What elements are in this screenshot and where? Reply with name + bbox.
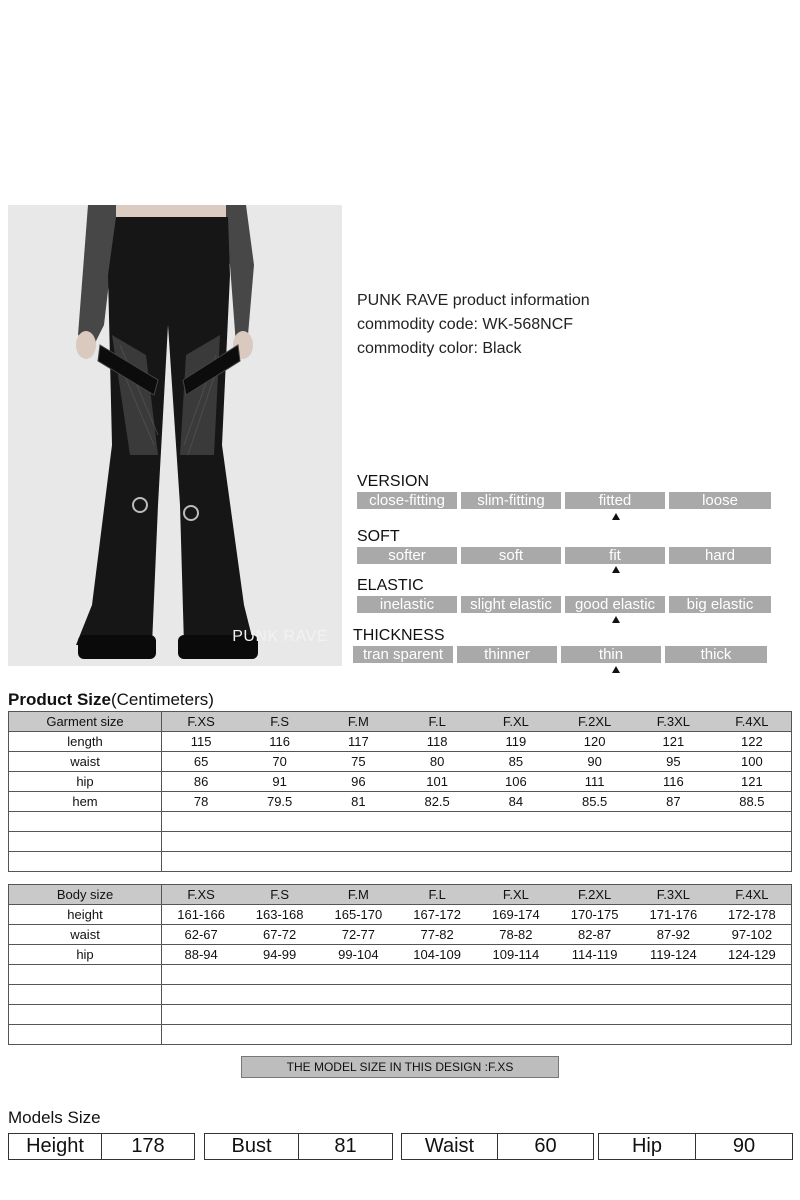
table-row	[9, 905, 792, 925]
table-cell: 72-77	[319, 925, 398, 945]
table-cell: 82-87	[555, 925, 634, 945]
table-cell: 124-129	[713, 945, 792, 965]
model-measure-label: Hip	[631, 1135, 662, 1157]
table-cell: 114-119	[555, 945, 634, 965]
table-row	[9, 752, 792, 772]
flared-pants-illustration	[8, 205, 342, 666]
table-cell: 77-82	[398, 925, 477, 945]
header-cell: F.XS	[162, 712, 241, 732]
table-cell: 109-114	[477, 945, 556, 965]
header-cell: F.S	[240, 712, 319, 732]
empty-cell	[9, 812, 162, 832]
empty-cell	[9, 965, 162, 985]
table-cell: 116	[634, 772, 713, 792]
model-measure-value: 60	[497, 1134, 593, 1159]
header-cell: F.XS	[162, 885, 241, 905]
version-option: loose	[669, 492, 771, 509]
table-cell: 161-166	[162, 905, 241, 925]
table-cell: 121	[713, 772, 792, 792]
thickness-option: thick	[665, 646, 767, 663]
empty-cell	[162, 985, 792, 1005]
header-cell: F.3XL	[634, 885, 713, 905]
table-cell: 104-109	[398, 945, 477, 965]
header-cell: F.XL	[477, 712, 556, 732]
product-size-title: Product Size	[8, 690, 111, 709]
table-cell: 163-168	[240, 905, 319, 925]
table-cell: 88.5	[713, 792, 792, 812]
model-hip-box	[598, 1133, 793, 1160]
table-row	[9, 732, 792, 752]
model-measure-label: Height	[26, 1135, 84, 1157]
elastic-selected-marker	[612, 616, 620, 623]
row-label: waist	[9, 925, 162, 945]
table-cell: 100	[713, 752, 792, 772]
header-cell: F.3XL	[634, 712, 713, 732]
empty-cell	[9, 1005, 162, 1025]
table-header-row	[9, 885, 792, 905]
elastic-option: inelastic	[357, 596, 457, 613]
empty-row	[9, 812, 792, 832]
row-label: length	[9, 732, 162, 752]
empty-cell	[162, 965, 792, 985]
empty-cell	[162, 832, 792, 852]
table-cell: 67-72	[240, 925, 319, 945]
commodity-color: commodity color: Black	[357, 340, 522, 357]
soft-option: hard	[669, 547, 771, 564]
table-cell: 165-170	[319, 905, 398, 925]
table-cell: 120	[555, 732, 634, 752]
table-cell: 122	[713, 732, 792, 752]
empty-row	[9, 1025, 792, 1045]
table-cell: 117	[319, 732, 398, 752]
table-cell: 78	[162, 792, 241, 812]
version-scale-title: VERSION	[357, 473, 430, 490]
header-cell: F.M	[319, 885, 398, 905]
empty-cell	[162, 1025, 792, 1045]
table-cell: 171-176	[634, 905, 713, 925]
table-cell: 97-102	[713, 925, 792, 945]
header-cell: F.L	[398, 712, 477, 732]
header-cell: Garment size	[9, 712, 162, 732]
table-cell: 167-172	[398, 905, 477, 925]
header-cell: F.2XL	[555, 885, 634, 905]
model-size-note: THE MODEL SIZE IN THIS DESIGN :F.XS	[241, 1056, 559, 1078]
model-height-box	[8, 1133, 195, 1160]
version-option: fitted	[565, 492, 665, 509]
model-waist-box	[401, 1133, 594, 1160]
table-cell: 85	[477, 752, 556, 772]
product-info-title: PUNK RAVE product information	[357, 292, 590, 309]
header-cell: F.S	[240, 885, 319, 905]
table-row	[9, 925, 792, 945]
product-size-heading	[8, 690, 214, 710]
table-row	[9, 792, 792, 812]
table-cell: 82.5	[398, 792, 477, 812]
models-size-title: Models Size	[8, 1108, 101, 1127]
product-photo	[8, 205, 342, 666]
table-cell: 119-124	[634, 945, 713, 965]
table-cell: 84	[477, 792, 556, 812]
row-label: hip	[9, 945, 162, 965]
empty-row	[9, 965, 792, 985]
empty-cell	[162, 1005, 792, 1025]
table-cell: 169-174	[477, 905, 556, 925]
soft-selected-marker	[612, 566, 620, 573]
product-size-unit: (Centimeters)	[110, 690, 214, 709]
thickness-selected-marker	[612, 666, 620, 673]
table-cell: 75	[319, 752, 398, 772]
header-cell: F.XL	[477, 885, 556, 905]
thickness-option: thin	[561, 646, 661, 663]
table-cell: 70	[240, 752, 319, 772]
thickness-option: thinner	[457, 646, 557, 663]
table-cell: 170-175	[555, 905, 634, 925]
table-cell: 88-94	[162, 945, 241, 965]
version-option: slim-fitting	[461, 492, 561, 509]
table-cell: 78-82	[477, 925, 556, 945]
header-cell: F.4XL	[713, 712, 792, 732]
empty-row	[9, 852, 792, 872]
table-cell: 96	[319, 772, 398, 792]
table-cell: 62-67	[162, 925, 241, 945]
watermark-text: PUNK RAVE	[232, 628, 328, 645]
header-cell: Body size	[9, 885, 162, 905]
commodity-code: commodity code: WK-568NCF	[357, 316, 574, 333]
table-cell: 86	[162, 772, 241, 792]
table-cell: 111	[555, 772, 634, 792]
soft-scale-title: SOFT	[357, 528, 400, 545]
table-cell: 119	[477, 732, 556, 752]
empty-cell	[9, 832, 162, 852]
body-size-table	[8, 884, 792, 1045]
thickness-scale-title: THICKNESS	[353, 627, 445, 644]
soft-option: softer	[357, 547, 457, 564]
table-cell: 95	[634, 752, 713, 772]
empty-cell	[9, 852, 162, 872]
model-measure-label: Bust	[231, 1135, 272, 1157]
table-cell: 91	[240, 772, 319, 792]
garment-size-table	[8, 711, 792, 872]
table-row	[9, 772, 792, 792]
table-cell: 87-92	[634, 925, 713, 945]
table-cell: 80	[398, 752, 477, 772]
table-cell: 172-178	[713, 905, 792, 925]
version-option: close-fitting	[357, 492, 457, 509]
model-measure-value: 81	[298, 1134, 392, 1159]
row-label: height	[9, 905, 162, 925]
model-measure-value: 178	[101, 1134, 194, 1159]
empty-cell	[162, 812, 792, 832]
table-cell: 79.5	[240, 792, 319, 812]
empty-cell	[162, 852, 792, 872]
elastic-option: slight elastic	[461, 596, 561, 613]
table-cell: 116	[240, 732, 319, 752]
model-measure-label: Waist	[424, 1135, 475, 1157]
table-cell: 65	[162, 752, 241, 772]
table-cell: 81	[319, 792, 398, 812]
table-cell: 101	[398, 772, 477, 792]
table-header-row	[9, 712, 792, 732]
header-cell: F.M	[319, 712, 398, 732]
table-cell: 87	[634, 792, 713, 812]
version-selected-marker	[612, 513, 620, 520]
table-cell: 121	[634, 732, 713, 752]
header-cell: F.L	[398, 885, 477, 905]
row-label: waist	[9, 752, 162, 772]
elastic-option: good elastic	[565, 596, 665, 613]
elastic-scale-title: ELASTIC	[357, 577, 424, 594]
header-cell: F.4XL	[713, 885, 792, 905]
table-cell: 99-104	[319, 945, 398, 965]
table-cell: 106	[477, 772, 556, 792]
soft-option: soft	[461, 547, 561, 564]
thickness-option: tran sparent	[353, 646, 453, 663]
elastic-option: big elastic	[669, 596, 771, 613]
empty-cell	[9, 1025, 162, 1045]
table-cell: 115	[162, 732, 241, 752]
row-label: hip	[9, 772, 162, 792]
table-cell: 118	[398, 732, 477, 752]
table-row	[9, 945, 792, 965]
empty-row	[9, 832, 792, 852]
soft-option: fit	[565, 547, 665, 564]
empty-cell	[9, 985, 162, 1005]
header-cell: F.2XL	[555, 712, 634, 732]
row-label: hem	[9, 792, 162, 812]
table-cell: 94-99	[240, 945, 319, 965]
table-cell: 90	[555, 752, 634, 772]
empty-row	[9, 985, 792, 1005]
model-measure-value: 90	[695, 1134, 792, 1159]
model-bust-box	[204, 1133, 393, 1160]
table-cell: 85.5	[555, 792, 634, 812]
empty-row	[9, 1005, 792, 1025]
